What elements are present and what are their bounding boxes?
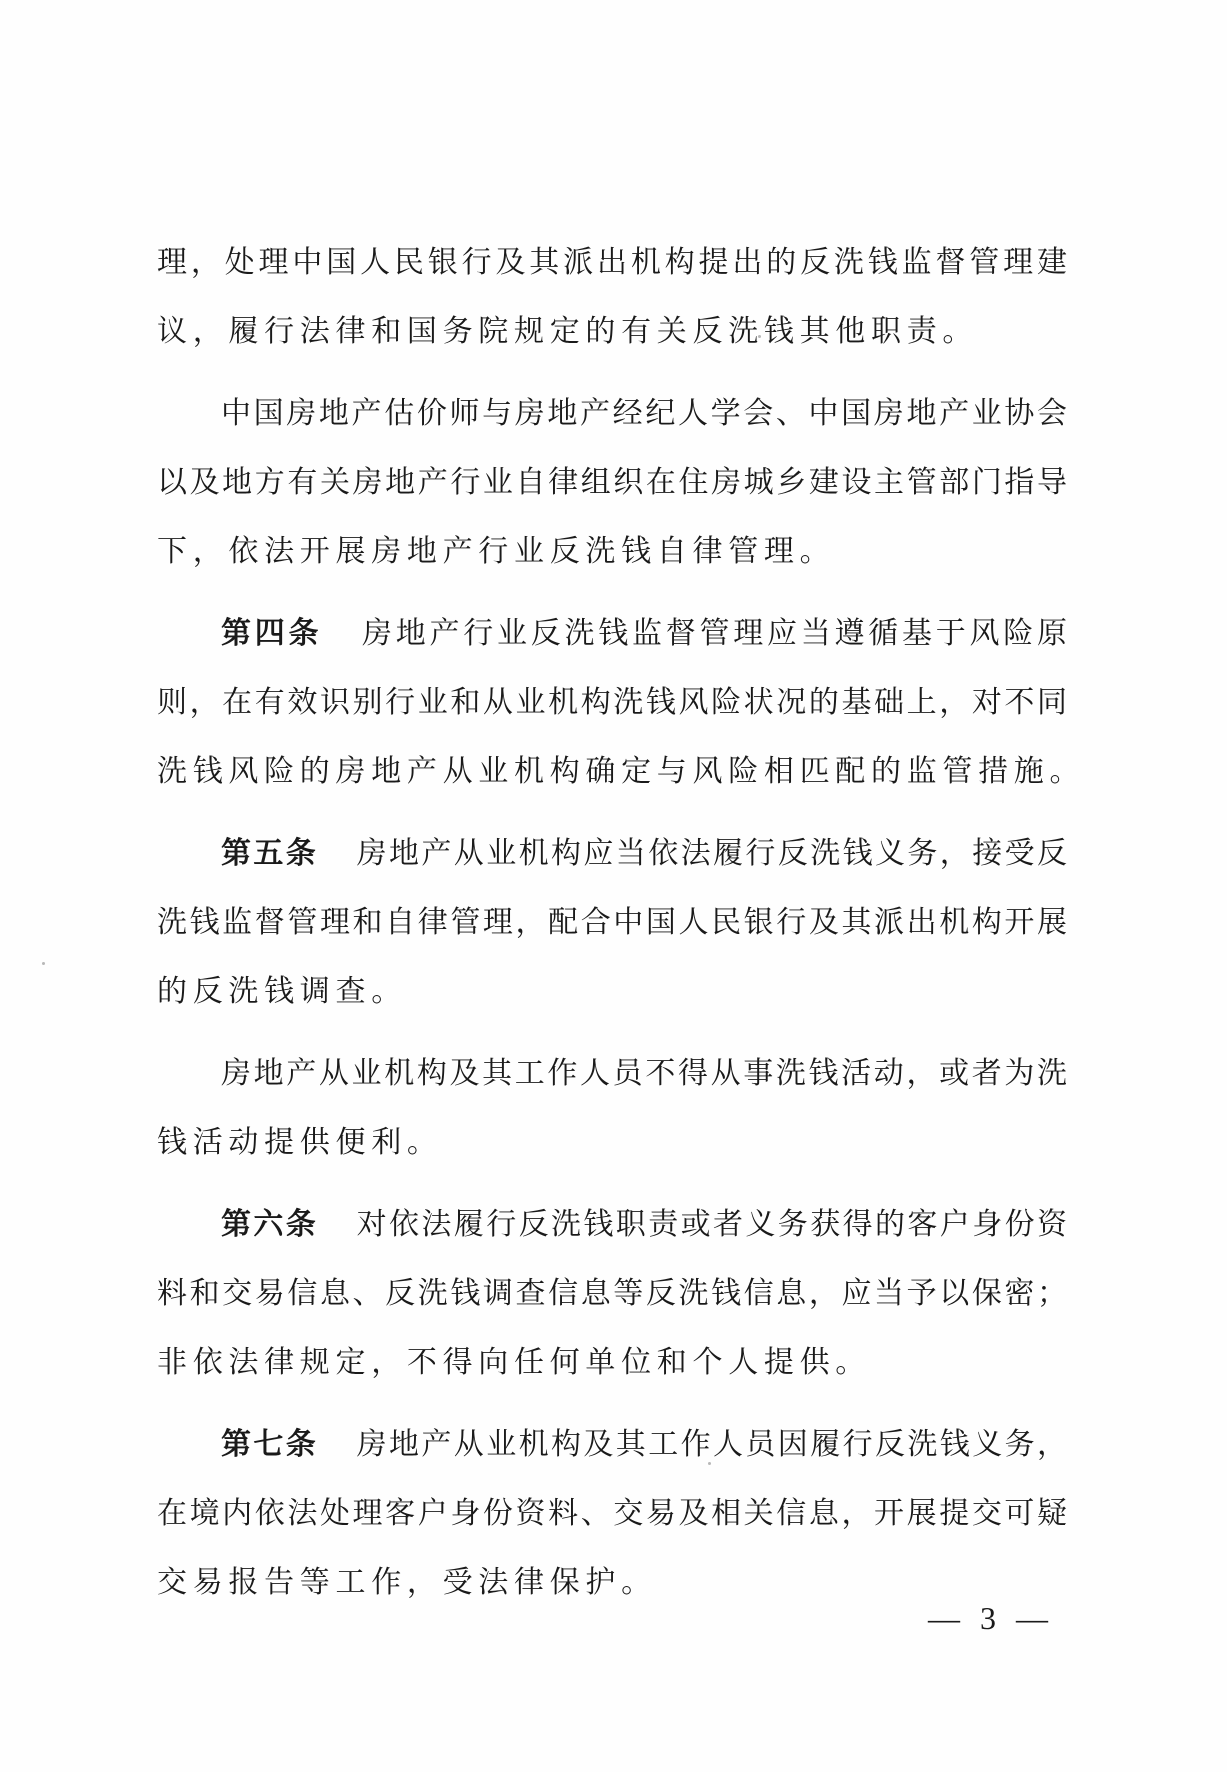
article-paragraph: [157, 599, 1086, 806]
text-line: 中国房地产估价师与房地产经纪人学会、中国房地产业协会: [221, 396, 1067, 431]
text-line: 交易报告等工作，受法律保护。: [157, 1565, 657, 1600]
text-line: [157, 819, 1067, 888]
text-line: 议，履行法律和国务院规定的有关反洗钱其他职责。: [157, 314, 979, 349]
article-text: 房地产从业机构应当依法履行反洗钱义务，接受反: [354, 836, 1068, 871]
paragraph: [157, 228, 1067, 366]
text-line: 的反洗钱调查。: [157, 974, 407, 1009]
text-line: [157, 1190, 1067, 1259]
text-line: 非依法律规定，不得向任何单位和个人提供。: [157, 1345, 871, 1380]
article-text: 房地产从业机构及其工作人员因履行反洗钱义务，: [354, 1427, 1068, 1462]
text-line: 则，在有效识别行业和从业机构洗钱风险状况的基础上，对不同: [157, 685, 1067, 720]
text-line: [157, 599, 1067, 668]
article-heading: 第七条: [221, 1427, 319, 1462]
article-paragraph: [157, 1190, 1067, 1397]
document-body: [157, 228, 1086, 1617]
text-line: 钱活动提供便利。: [157, 1125, 443, 1160]
text-line: 洗钱监督管理和自律管理，配合中国人民银行及其派出机构开展: [157, 905, 1067, 940]
text-line: 以及地方有关房地产行业自律组织在住房城乡建设主管部门指导: [157, 465, 1067, 500]
text-line: 在境内依法处理客户身份资料、交易及相关信息，开展提交可疑: [157, 1496, 1067, 1531]
paragraph: [157, 1039, 1067, 1177]
paragraph: [157, 379, 1067, 586]
text-line: 料和交易信息、反洗钱调查信息等反洗钱信息，应当予以保密；: [157, 1276, 1067, 1311]
article-paragraph: [157, 1410, 1067, 1617]
scan-speck: [42, 962, 45, 965]
page-number: — 3 —: [928, 1600, 1054, 1636]
text-line: 理，处理中国人民银行及其派出机构提出的反洗钱监督管理建: [157, 245, 1067, 280]
article-text: 对依法履行反洗钱职责或者义务获得的客户身份资: [354, 1207, 1068, 1242]
text-line: 房地产从业机构及其工作人员不得从事洗钱活动，或者为洗: [221, 1056, 1067, 1091]
text-line: [157, 1410, 1067, 1479]
article-heading: 第四条: [221, 616, 323, 651]
text-line: 洗钱风险的房地产从业机构确定与风险相匹配的监管措施。: [157, 754, 1086, 789]
article-text: 房地产行业反洗钱监督管理应当遵循基于风险原: [358, 616, 1067, 651]
article-paragraph: [157, 819, 1067, 1026]
article-heading: 第六条: [221, 1207, 319, 1242]
text-line: 下，依法开展房地产行业反洗钱自律管理。: [157, 534, 836, 569]
article-heading: 第五条: [221, 836, 319, 871]
